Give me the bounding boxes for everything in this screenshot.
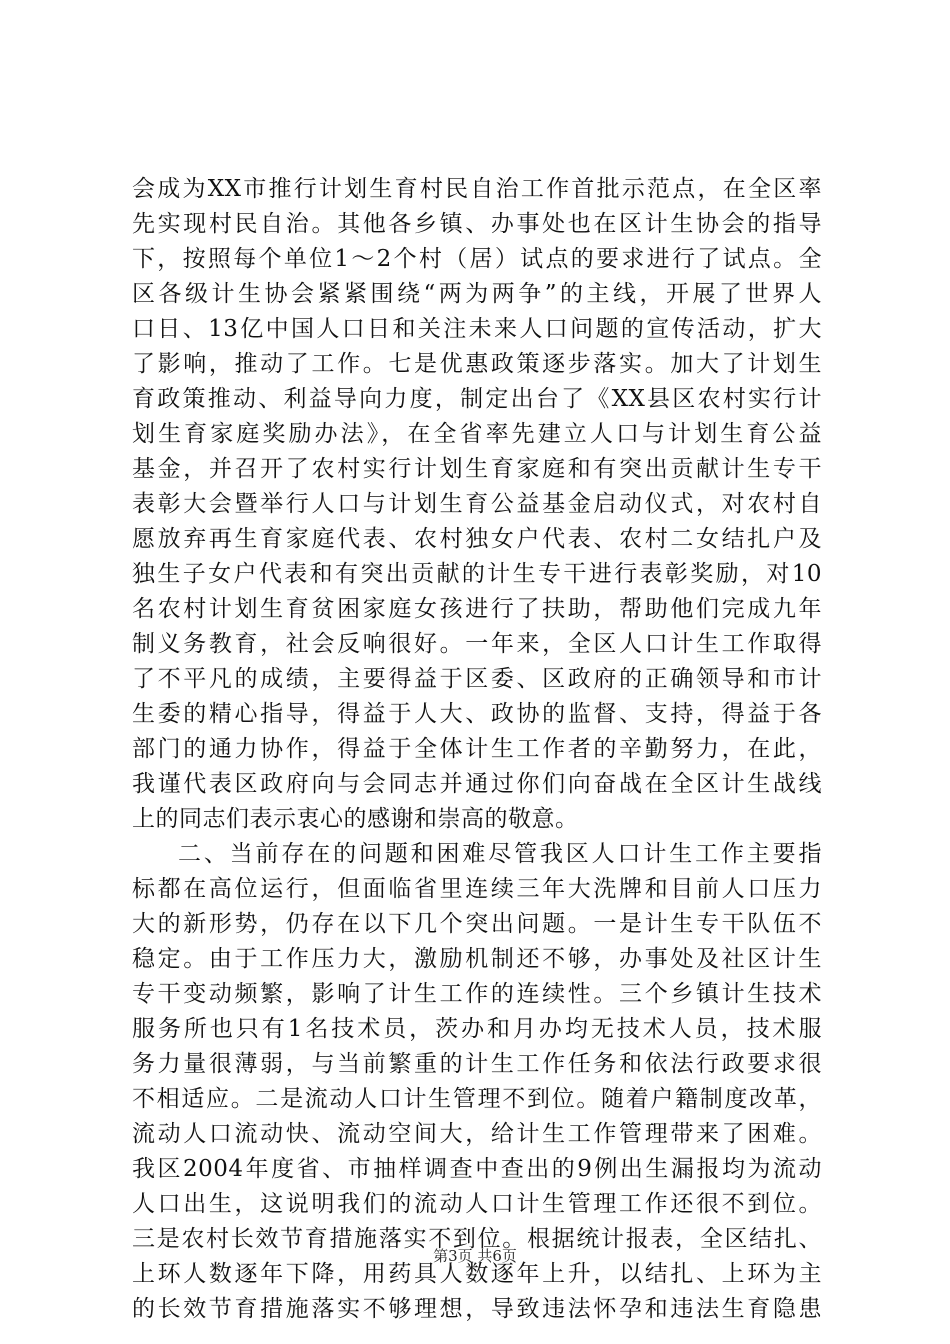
text-line: 下，按照每个单位1～2个村（居）试点的要求进行了试点。全 bbox=[132, 246, 822, 272]
text-line: 人口出生，这说明我们的流动人口计生管理工作还很不到位。 bbox=[132, 1191, 822, 1217]
page-number-footer: 第3页 共6页 bbox=[433, 1247, 517, 1265]
text-line: 标都在高位运行，但面临省里连续三年大洗牌和目前人口压力 bbox=[132, 876, 822, 902]
section-heading-line: 二、当前存在的问题和困难尽管我区人口计生工作主要指 bbox=[178, 841, 822, 867]
text-line: 我区2004年度省、市抽样调查中查出的9例出生漏报均为流动 bbox=[132, 1156, 822, 1182]
text-line: 育政策推动、利益导向力度，制定出台了《XX县区农村实行计 bbox=[132, 386, 822, 412]
body-text bbox=[132, 172, 822, 1327]
text-line: 区各级计生协会紧紧围绕“两为两争”的主线，开展了世界人 bbox=[132, 281, 822, 307]
text-line: 我谨代表区政府向与会同志并通过你们向奋战在全区计生战线 bbox=[132, 771, 822, 797]
text-line: 三是农村长效节育措施落实不到位。根据统计报表，全区结扎、 bbox=[132, 1226, 822, 1252]
text-line: 服务所也只有1名技术员，茨办和月办均无技术人员，技术服 bbox=[132, 1016, 822, 1042]
text-line: 大的新形势，仍存在以下几个突出问题。一是计生专干队伍不 bbox=[132, 911, 822, 937]
text-line: 独生子女户代表和有突出贡献的计生专干进行表彰奖励，对10 bbox=[132, 561, 822, 587]
text-line: 流动人口流动快、流动空间大，给计生工作管理带来了困难。 bbox=[132, 1121, 822, 1147]
text-line: 表彰大会暨举行人口与计划生育公益基金启动仪式，对农村自 bbox=[132, 491, 822, 517]
paragraph-end-line: 上的同志们表示衷心的感谢和崇高的敬意。 bbox=[132, 806, 579, 832]
text-line: 稳定。由于工作压力大，激励机制还不够，办事处及社区计生 bbox=[132, 946, 822, 972]
text-line: 上环人数逐年下降，用药具人数逐年上升，以结扎、上环为主 bbox=[132, 1261, 822, 1287]
text-line: 划生育家庭奖励办法》，在全省率先建立人口与计划生育公益 bbox=[132, 421, 822, 447]
text-line: 部门的通力协作，得益于全体计生工作者的辛勤努力，在此， bbox=[132, 736, 822, 762]
text-line: 愿放弃再生育家庭代表、农村独女户代表、农村二女结扎户及 bbox=[132, 526, 822, 552]
text-line: 口日、13亿中国人口日和关注未来人口问题的宣传活动，扩大 bbox=[132, 316, 822, 342]
text-line: 专干变动频繁，影响了计生工作的连续性。三个乡镇计生技术 bbox=[132, 981, 822, 1007]
text-line: 的长效节育措施落实不够理想，导致违法怀孕和违法生育隐患 bbox=[132, 1296, 822, 1322]
text-line: 先实现村民自治。其他各乡镇、办事处也在区计生协会的指导 bbox=[132, 211, 822, 237]
text-line: 基金，并召开了农村实行计划生育家庭和有突出贡献计生专干 bbox=[132, 456, 822, 482]
text-line: 制义务教育，社会反响很好。一年来，全区人口计生工作取得 bbox=[132, 631, 822, 657]
text-line: 了不平凡的成绩，主要得益于区委、区政府的正确领导和市计 bbox=[132, 666, 822, 692]
text-line: 不相适应。二是流动人口计生管理不到位。随着户籍制度改革， bbox=[132, 1086, 822, 1112]
text-line: 务力量很薄弱，与当前繁重的计生工作任务和依法行政要求很 bbox=[132, 1051, 822, 1077]
text-line: 会成为XX市推行计划生育村民自治工作首批示范点，在全区率 bbox=[132, 176, 822, 202]
text-line: 了影响，推动了工作。七是优惠政策逐步落实。加大了计划生 bbox=[132, 351, 822, 377]
text-line: 名农村计划生育贫困家庭女孩进行了扶助，帮助他们完成九年 bbox=[132, 596, 822, 622]
text-line: 生委的精心指导，得益于人大、政协的监督、支持，得益于各 bbox=[132, 701, 822, 727]
